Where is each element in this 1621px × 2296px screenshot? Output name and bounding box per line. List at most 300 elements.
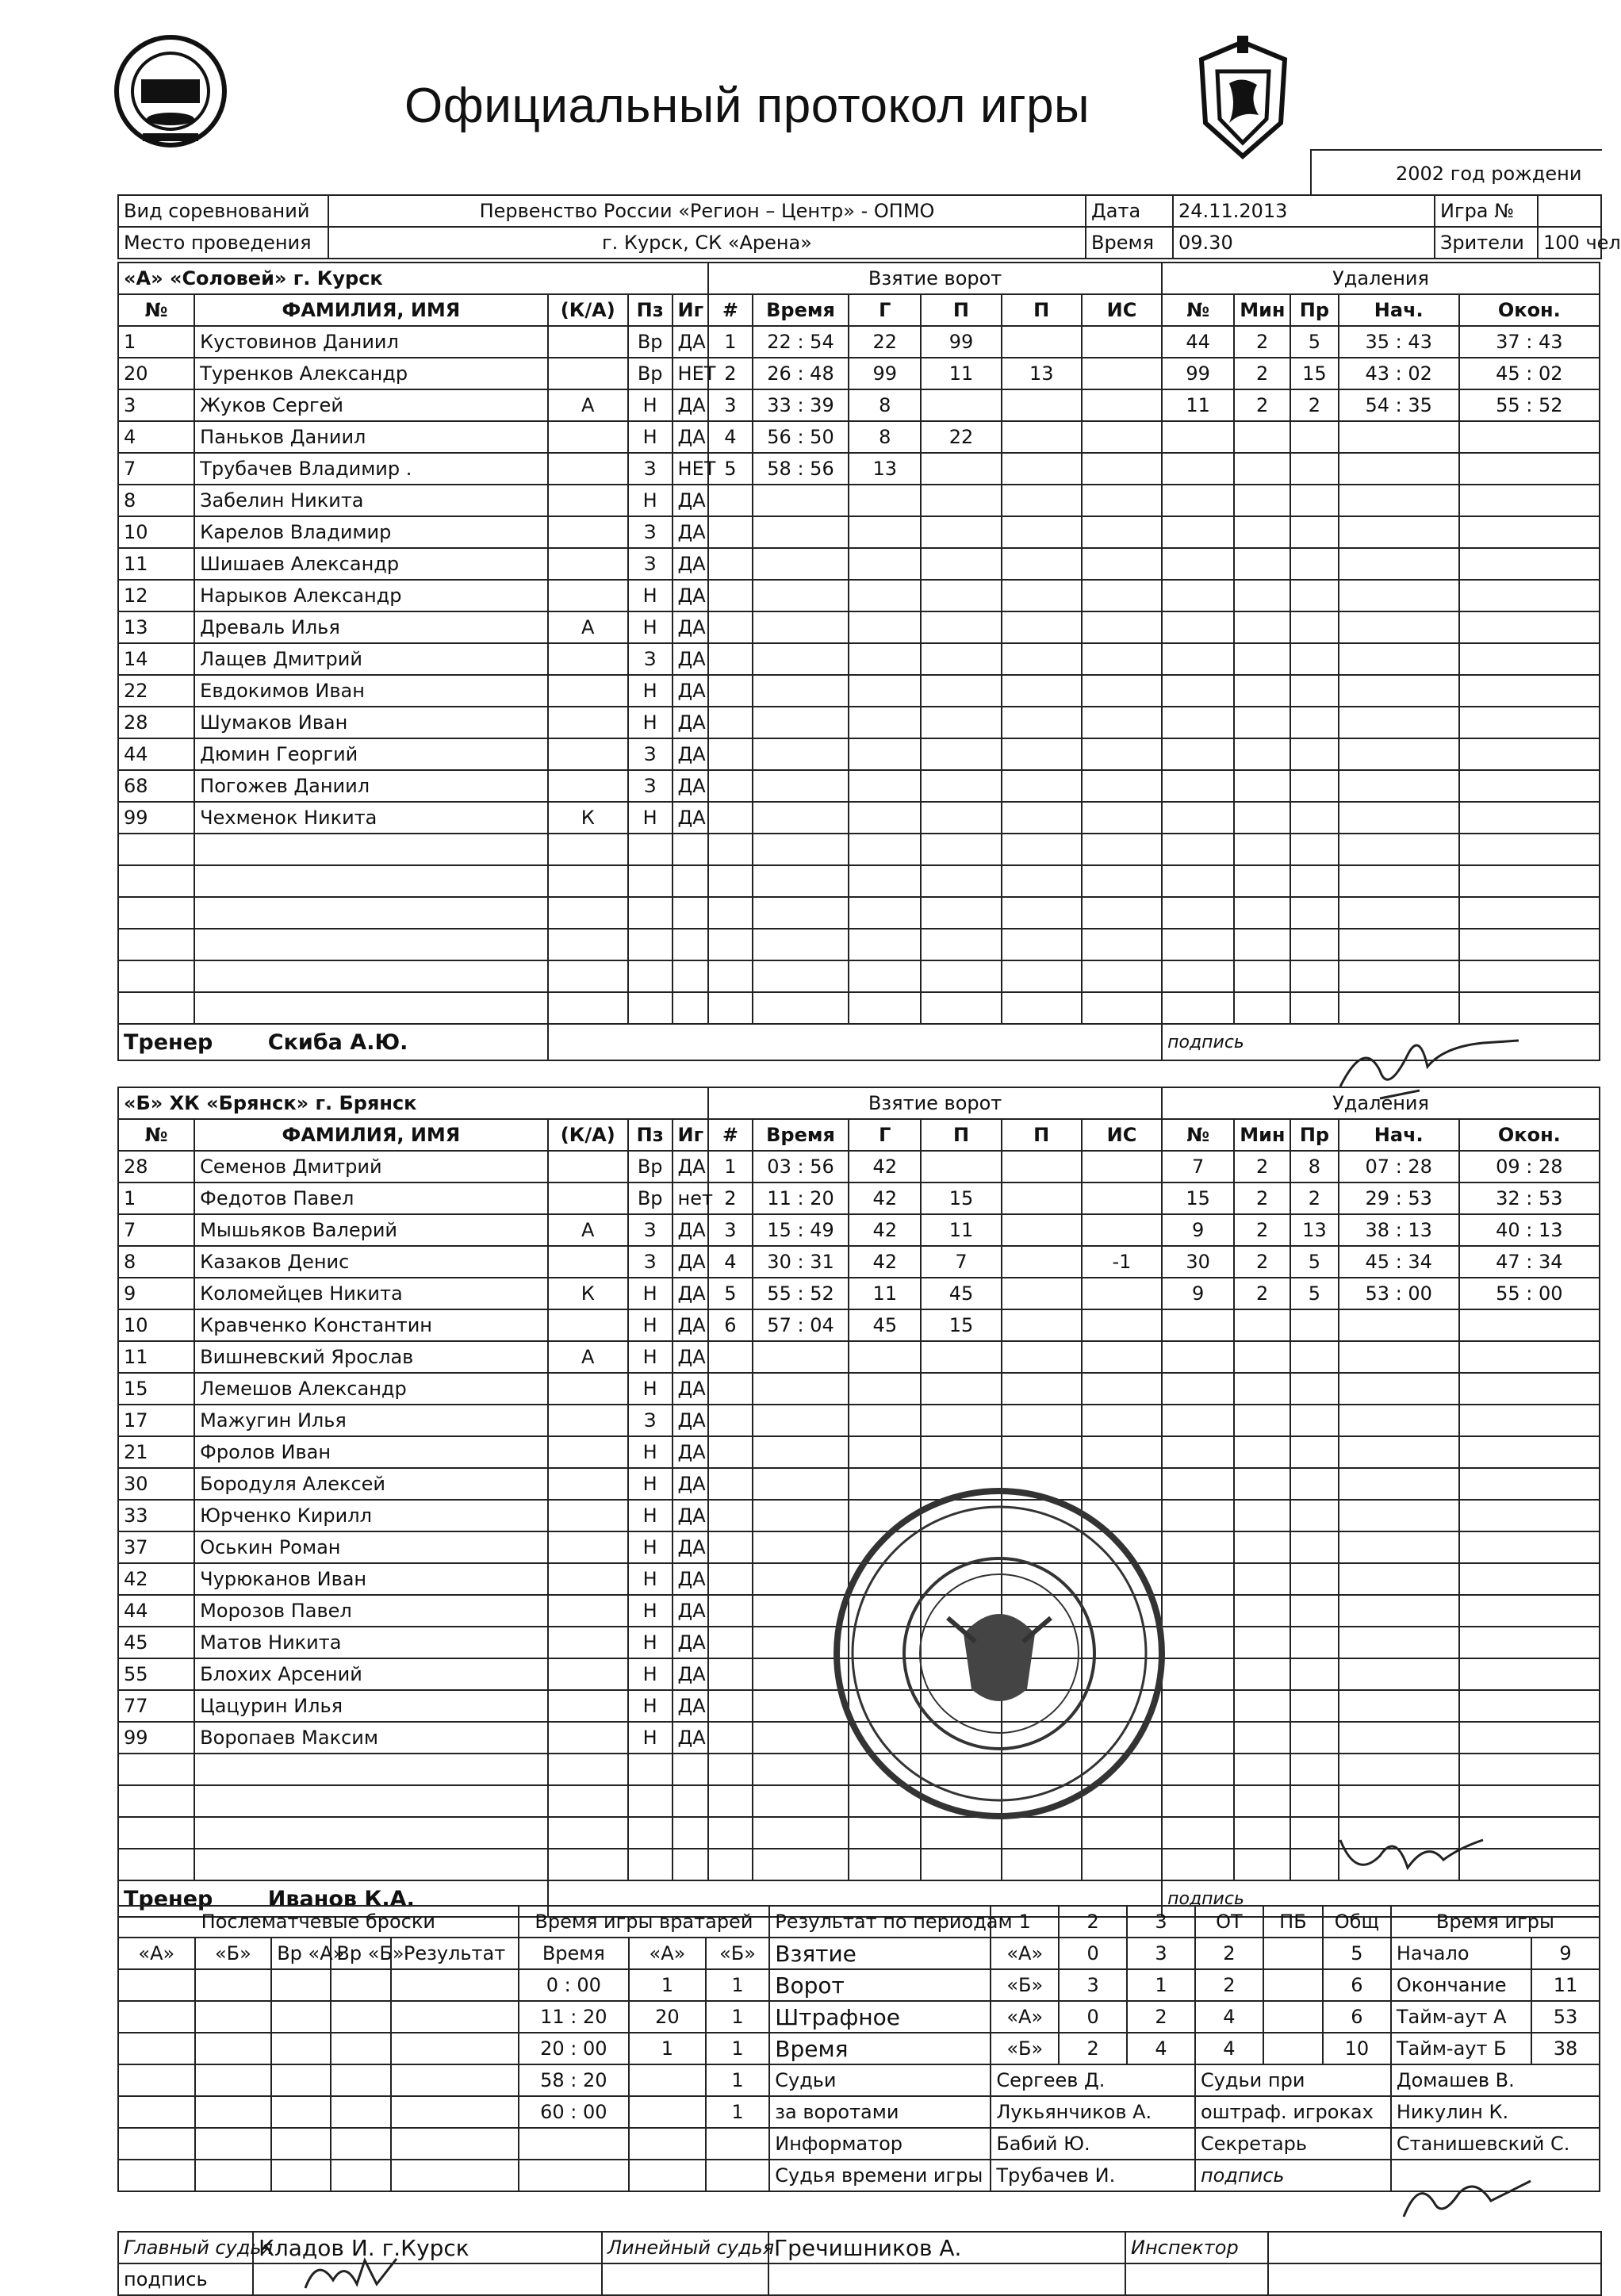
goal-empty (1082, 738, 1162, 770)
player-role (548, 1468, 628, 1500)
penalty-empty (1290, 1436, 1339, 1468)
penalty-empty (1459, 960, 1600, 992)
penalty-empty (1234, 929, 1290, 960)
player-number: 11 (118, 1341, 194, 1373)
goal-empty (1082, 1849, 1162, 1880)
penalty-empty (1339, 865, 1459, 897)
player-played: нет (673, 1182, 709, 1214)
player-position: Н (628, 1722, 673, 1754)
goal-empty (1002, 707, 1082, 738)
player-role (548, 485, 628, 516)
player-position: Н (628, 1309, 673, 1341)
goal-empty (708, 802, 753, 834)
goal-is (1082, 1182, 1162, 1214)
penalty-reason: 5 (1290, 1278, 1339, 1309)
table-row (118, 992, 1600, 1024)
table-row (118, 326, 1600, 358)
player-role (548, 516, 628, 548)
coach-name: Иванов К.А. (267, 1886, 415, 1911)
coach-label: Тренер (124, 1029, 213, 1055)
shootout-col-a: «А» (118, 1938, 195, 1969)
goal-assist-2 (1002, 1246, 1082, 1278)
player-position: З (628, 1214, 673, 1246)
player-role (548, 1595, 628, 1627)
player-played (673, 897, 709, 929)
goal-empty (753, 834, 849, 865)
penalty-end: 55 : 00 (1459, 1278, 1600, 1309)
penalty-judge-1: Домашев В. (1391, 2064, 1600, 2096)
penalty-empty (1290, 1627, 1339, 1658)
player-number (118, 1817, 194, 1849)
goal-is (1082, 421, 1162, 453)
player-position (628, 1785, 673, 1817)
gk-row-3-b: 1 (706, 2033, 770, 2064)
penalty-empty (1459, 1595, 1600, 1627)
inspector-value (1268, 2232, 1601, 2263)
player-name: Цацурин Илья (194, 1690, 547, 1722)
goal-empty (1002, 738, 1082, 770)
player-role (548, 1151, 628, 1182)
goal-assist-2: 13 (1002, 358, 1082, 389)
goal-scorer: 8 (849, 389, 921, 421)
table-row (118, 897, 1600, 929)
goals-a-total: 5 (1323, 1938, 1391, 1969)
player-played: ДА (673, 1722, 709, 1754)
goal-judges-label-2: за воротами (769, 2096, 991, 2128)
col-pos: Пз (628, 1119, 673, 1151)
goal-assist-1: 15 (921, 1182, 1001, 1214)
penalty-empty (1459, 1341, 1600, 1373)
spectators-value: 100 чел (1538, 227, 1601, 259)
penalty-empty (1234, 421, 1290, 453)
goal-empty (1082, 485, 1162, 516)
penalty-empty (1459, 516, 1600, 548)
goal-empty (1002, 960, 1082, 992)
gk-row-3-time: 20 : 00 (519, 2033, 630, 2064)
player-number: 22 (118, 675, 194, 707)
penalty-empty (1234, 802, 1290, 834)
penalty-empty (1339, 770, 1459, 802)
player-role (548, 738, 628, 770)
penalty-empty (1339, 611, 1459, 643)
goal-number: 2 (708, 1182, 753, 1214)
col-goal-time: Время (753, 294, 849, 326)
player-number (118, 897, 194, 929)
col-pos: Пз (628, 294, 673, 326)
goal-is (1082, 1278, 1162, 1309)
goal-empty (753, 1405, 849, 1436)
player-number (118, 929, 194, 960)
table-row (118, 516, 1600, 548)
penalty-empty (1459, 421, 1600, 453)
goal-empty (849, 929, 921, 960)
col-goal-is: ИС (1082, 1119, 1162, 1151)
penalty-empty (1339, 1436, 1459, 1468)
penalty-empty (1459, 1785, 1600, 1817)
penalty-empty (1290, 548, 1339, 580)
player-name: Матов Никита (194, 1627, 547, 1658)
goal-empty (921, 580, 1001, 611)
player-role (548, 1246, 628, 1278)
goal-empty (708, 1436, 753, 1468)
goal-empty (1002, 897, 1082, 929)
goal-empty (849, 675, 921, 707)
penalty-empty (1459, 738, 1600, 770)
goal-empty (708, 1468, 753, 1500)
penalty-player: 9 (1162, 1214, 1234, 1246)
goal-scorer: 42 (849, 1214, 921, 1246)
player-number: 1 (118, 1182, 194, 1214)
penalty-judge-2: Никулин К. (1391, 2096, 1600, 2128)
player-position: Н (628, 1627, 673, 1658)
goal-empty (1082, 865, 1162, 897)
penalty-empty (1290, 675, 1339, 707)
player-played (673, 1785, 709, 1817)
penalty-empty (1234, 548, 1290, 580)
gk-row-4-b: 1 (706, 2064, 770, 2096)
goal-is (1082, 453, 1162, 485)
penalty-empty (1162, 1722, 1234, 1754)
goal-empty (921, 929, 1001, 960)
player-position (628, 992, 673, 1024)
penalty-empty (1162, 929, 1234, 960)
penalty-reason: 5 (1290, 1246, 1339, 1278)
goal-empty (1002, 675, 1082, 707)
penalty-empty (1339, 421, 1459, 453)
player-number: 8 (118, 485, 194, 516)
col-pen-min: Мин (1234, 1119, 1290, 1151)
penalty-empty (1459, 643, 1600, 675)
col-pen-end: Окон. (1459, 294, 1600, 326)
player-name (194, 1849, 547, 1880)
penalty-empty (1459, 802, 1600, 834)
player-number (118, 1754, 194, 1785)
goal-empty (708, 707, 753, 738)
player-position: Н (628, 1341, 673, 1373)
player-role (548, 453, 628, 485)
col-goal-scorer: Г (849, 1119, 921, 1151)
player-name: Воропаев Максим (194, 1722, 547, 1754)
timeout-b-value: 38 (1531, 2033, 1600, 2064)
col-assist-1: П (921, 294, 1001, 326)
goal-empty (1002, 485, 1082, 516)
player-number: 33 (118, 1500, 194, 1531)
timeout-a-value: 53 (1531, 2001, 1600, 2033)
goal-empty (708, 1817, 753, 1849)
player-number: 7 (118, 453, 194, 485)
player-name: Дюмин Георгий (194, 738, 547, 770)
penalty-empty (1290, 580, 1339, 611)
penalty-empty (1162, 1531, 1234, 1563)
goals-a-p2: 3 (1127, 1938, 1195, 1969)
penalty-empty (1234, 675, 1290, 707)
goal-judges-label-1: Судьи (769, 2064, 991, 2096)
penalty-empty (1459, 580, 1600, 611)
coach-label: Тренер (124, 1886, 213, 1911)
player-number: 13 (118, 611, 194, 643)
penalty-empty (1339, 1722, 1459, 1754)
player-position: З (628, 738, 673, 770)
player-played: ДА (673, 1563, 709, 1595)
player-position: З (628, 548, 673, 580)
goal-assist-2 (1002, 1278, 1082, 1309)
player-role: А (548, 389, 628, 421)
game-time-title: Время игры (1391, 1906, 1600, 1938)
penalty-empty (1234, 1468, 1290, 1500)
player-name (194, 929, 547, 960)
player-role (548, 1373, 628, 1405)
player-name: Казаков Денис (194, 1246, 547, 1278)
player-position: Н (628, 421, 673, 453)
penalty-empty (1459, 1563, 1600, 1595)
player-name: Мажугин Илья (194, 1405, 547, 1436)
player-number (118, 1849, 194, 1880)
goal-empty (1002, 770, 1082, 802)
penalty-empty (1234, 1627, 1290, 1658)
goals-b-pb (1263, 1969, 1323, 2001)
shootout-col-gk-b: Вр «Б» (331, 1938, 390, 1969)
goal-assist-1: 22 (921, 421, 1001, 453)
penalty-player: 99 (1162, 358, 1234, 389)
goal-empty (849, 770, 921, 802)
goal-time: 55 : 52 (753, 1278, 849, 1309)
table-row (118, 738, 1600, 770)
player-name: Чурюканов Иван (194, 1563, 547, 1595)
table-row (118, 358, 1600, 389)
goal-empty (1002, 834, 1082, 865)
goal-scorer: 99 (849, 358, 921, 389)
team-a-tag: «А» (991, 2001, 1059, 2033)
goal-empty (921, 611, 1001, 643)
penalty-empty (1234, 580, 1290, 611)
player-number: 30 (118, 1468, 194, 1500)
pim-a-p1: 0 (1059, 2001, 1127, 2033)
penalty-empty (1162, 1785, 1234, 1817)
penalty-empty (1459, 707, 1600, 738)
linesman-label: Линейный судья (602, 2232, 768, 2263)
penalty-end: 45 : 02 (1459, 358, 1600, 389)
league-logo-icon (111, 32, 230, 151)
player-number (118, 992, 194, 1024)
penalty-minutes: 2 (1234, 1246, 1290, 1278)
col-played: Иг (673, 294, 709, 326)
penalty-empty (1339, 1690, 1459, 1722)
team-b-title: «Б» ХК «Брянск» г. Брянск (118, 1087, 708, 1119)
penalty-empty (1339, 453, 1459, 485)
player-role: А (548, 1214, 628, 1246)
table-row (118, 1246, 1600, 1278)
penalty-empty (1459, 1722, 1600, 1754)
shootout-col-gk-a: Вр «А» (271, 1938, 331, 1969)
penalty-empty (1234, 1785, 1290, 1817)
penalty-empty (1339, 707, 1459, 738)
goal-assist-1: 45 (921, 1278, 1001, 1309)
goal-empty (1002, 1849, 1082, 1880)
penalty-empty (1459, 1309, 1600, 1341)
end-value: 11 (1531, 1969, 1600, 2001)
club-emblem-icon (1194, 36, 1293, 163)
goal-empty (708, 1785, 753, 1817)
penalty-empty (1459, 1468, 1600, 1500)
col-name: ФАМИЛИЯ, ИМЯ (194, 294, 547, 326)
penalty-end: 55 : 52 (1459, 389, 1600, 421)
goal-empty (921, 770, 1001, 802)
goal-scorer: 13 (849, 453, 921, 485)
player-position (628, 865, 673, 897)
player-number: 7 (118, 1214, 194, 1246)
goal-empty (1082, 675, 1162, 707)
player-position: З (628, 516, 673, 548)
player-played (673, 834, 709, 865)
goal-is (1082, 1151, 1162, 1182)
player-number: 15 (118, 1373, 194, 1405)
penalty-empty (1339, 1531, 1459, 1563)
goal-empty (1082, 897, 1162, 929)
player-name: Жуков Сергей (194, 389, 547, 421)
goal-empty (1002, 548, 1082, 580)
penalty-empty (1290, 1373, 1339, 1405)
penalty-empty (1290, 960, 1339, 992)
penalty-empty (1290, 1341, 1339, 1373)
pim-a-p2: 2 (1127, 2001, 1195, 2033)
gk-row-2-b: 1 (706, 2001, 770, 2033)
table-row (118, 960, 1600, 992)
penalty-empty (1234, 897, 1290, 929)
player-played: ДА (673, 1405, 709, 1436)
goal-time: 57 : 04 (753, 1309, 849, 1341)
goal-empty (753, 1373, 849, 1405)
penalty-empty (1290, 1309, 1339, 1341)
competition-label: Вид соревнований (118, 195, 328, 227)
player-name: Шишаев Александр (194, 548, 547, 580)
goal-empty (1082, 1341, 1162, 1373)
player-name (194, 834, 547, 865)
player-played (673, 1754, 709, 1785)
penalty-empty (1459, 992, 1600, 1024)
penalty-empty (1290, 1754, 1339, 1785)
col-goal-time: Время (753, 1119, 849, 1151)
table-row (118, 1436, 1600, 1468)
goal-empty (753, 960, 849, 992)
player-role (548, 1658, 628, 1690)
penalty-empty (1162, 802, 1234, 834)
informer-label: Информатор (769, 2128, 991, 2160)
penalty-reason: 2 (1290, 389, 1339, 421)
col-pen-end: Окон. (1459, 1119, 1600, 1151)
goal-empty (921, 865, 1001, 897)
goal-empty (1002, 580, 1082, 611)
table-row (118, 453, 1600, 485)
player-number: 44 (118, 1595, 194, 1627)
player-played: ДА (673, 580, 709, 611)
penalty-empty (1459, 1658, 1600, 1690)
goals-b-p3: 2 (1195, 1969, 1263, 2001)
penalty-empty (1162, 1658, 1234, 1690)
goal-empty (921, 516, 1001, 548)
goal-empty (753, 1341, 849, 1373)
player-role (548, 1405, 628, 1436)
player-role (548, 1849, 628, 1880)
penalty-end: 40 : 13 (1459, 1214, 1600, 1246)
team-b-penalties-title: Удаления (1162, 1087, 1600, 1119)
penalty-empty (1459, 897, 1600, 929)
penalty-empty (1234, 1754, 1290, 1785)
goal-time: 26 : 48 (753, 358, 849, 389)
penalty-empty (1162, 1436, 1234, 1468)
penalty-empty (1339, 738, 1459, 770)
player-role (548, 992, 628, 1024)
player-position: Вр (628, 1182, 673, 1214)
goal-empty (921, 960, 1001, 992)
penalty-reason: 13 (1290, 1214, 1339, 1246)
goal-is (1082, 358, 1162, 389)
goal-empty (753, 516, 849, 548)
pim-b-p3: 4 (1195, 2033, 1263, 2064)
goal-empty (849, 611, 921, 643)
table-row (118, 1151, 1600, 1182)
penalty-empty (1339, 1563, 1459, 1595)
penalty-start: 29 : 53 (1339, 1182, 1459, 1214)
penalty-empty (1234, 1563, 1290, 1595)
goal-empty (753, 897, 849, 929)
summary-table (117, 1905, 1600, 2192)
player-position: Н (628, 389, 673, 421)
goal-empty (753, 770, 849, 802)
player-played (673, 960, 709, 992)
player-played: ДА (673, 802, 709, 834)
gk-row-5-a (629, 2096, 706, 2128)
goal-scorer: 42 (849, 1182, 921, 1214)
shootout-title: Послематчевые броски (118, 1906, 519, 1938)
player-name: Туренков Александр (194, 358, 547, 389)
player-position: З (628, 1405, 673, 1436)
gk-time-title: Время игры вратарей (519, 1906, 770, 1938)
goal-time: 56 : 50 (753, 421, 849, 453)
gk-row-4-a (629, 2064, 706, 2096)
goal-empty (921, 738, 1001, 770)
player-played: ДА (673, 1151, 709, 1182)
goal-empty (1002, 1436, 1082, 1468)
player-number: 77 (118, 1690, 194, 1722)
player-name (194, 865, 547, 897)
goal-empty (753, 929, 849, 960)
table-row (118, 1278, 1600, 1309)
penalty-player: 44 (1162, 326, 1234, 358)
player-name: Карелов Владимир (194, 516, 547, 548)
player-number: 1 (118, 326, 194, 358)
goal-time: 58 : 56 (753, 453, 849, 485)
penalty-empty (1290, 802, 1339, 834)
col-pen-min: Мин (1234, 294, 1290, 326)
table-row (118, 548, 1600, 580)
player-role: К (548, 802, 628, 834)
player-played: ДА (673, 1658, 709, 1690)
player-role (548, 1722, 628, 1754)
player-position: Н (628, 1658, 673, 1690)
penalty-empty (1162, 960, 1234, 992)
player-role (548, 1690, 628, 1722)
score-label-1: Взятие (769, 1938, 991, 1969)
penalty-empty (1234, 1817, 1290, 1849)
penalty-empty (1234, 992, 1290, 1024)
goal-scorer: 8 (849, 421, 921, 453)
penalty-empty (1459, 1627, 1600, 1658)
chief-ref-value: Кладов И. г.Курск (253, 2232, 602, 2263)
penalty-minutes: 2 (1234, 389, 1290, 421)
goal-time: 11 : 20 (753, 1182, 849, 1214)
penalty-start: 35 : 43 (1339, 326, 1459, 358)
goal-empty (708, 834, 753, 865)
